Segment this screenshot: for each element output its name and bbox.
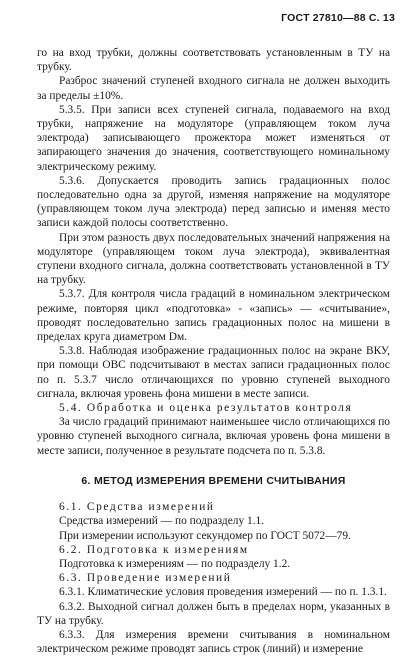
paragraph: 6.3.2. Выходной сигнал должен быть в пределах норм, указанных в ТУ на трубку. <box>37 600 390 627</box>
page-header: ГОСТ 27810—88 С. 13 <box>281 12 395 24</box>
paragraph: 6.3.3. Для измерения времени считывания в номинальном электрическом режиме проводят запись строк (линий) и измерение <box>37 628 390 656</box>
paragraph: 6.3.1. Климатические условия проведения измерений — по п. 1.3.1. <box>59 586 387 599</box>
paragraph: При измерении используют секундомер по ГОСТ 5072—79. <box>59 529 351 542</box>
paragraph: За число градаций принимают наименьшее число отличающихся по уровню ступеней выходного сигнала, включая уровень фона мишени в месте записи, полученное в результате подсчета по п. 5.3.8. <box>37 416 390 457</box>
section-title: 6. МЕТОД ИЗМЕРЕНИЯ ВРЕМЕНИ СЧИТЫВАНИЯ <box>81 474 346 487</box>
subsection-heading: 6.2. Подготовка к измерениям <box>59 543 249 556</box>
paragraph: 5.3.8. Наблюдая изображение градационных полос на экране ВКУ, при помощи ОВС подсчитывают в местах записи градационных полос по п. 5.3.7 число отличающихся по уровню ступеней выходного сигнала, включая уровень фона мишени в месте записи. <box>37 345 390 400</box>
subsection-heading: 5.4. Обработка и оценка результатов контроля <box>59 402 353 415</box>
paragraph: 5.3.6. Допускается проводить запись градационных полос последовательно одна за другой, изменяя напряжение на модуляторе (управляющем током луча электрода) перед записью и именяя место записи каждой полосы соответственно. <box>37 174 390 230</box>
paragraph: Разброс значений ступеней входного сигнала не должен выходить за пределы ±10%. <box>37 75 390 102</box>
document-body <box>37 46 390 656</box>
subsection-heading: 6.3. Проведение измерений <box>59 572 232 585</box>
paragraph: Средства измерений — по подразделу 1.1. <box>59 515 265 528</box>
paragraph: При этом разность двух последовательных значений напряжения на модуляторе (управляющем током луча электрода), эквивалентная ступени входного сигнала, должна соответствовать установленной в ТУ на трубку. <box>37 231 390 287</box>
paragraph: го на вход трубки, должны соответствовать установленным в ТУ на трубку. <box>37 47 390 74</box>
subsection-heading: 6.1. Средства измерений <box>59 501 215 514</box>
paragraph: 5.3.5. При записи всех ступеней сигнала, подаваемого на вход трубки, напряжение на модуляторе (управляющем током луча электрода) записывающего прожектора может изменяться от запирающего значения до значения, соответствующего номинальному электрическому режиму. <box>37 103 390 173</box>
paragraph: 5.3.7. Для контроля числа градаций в номинальном электрическом режиме, повторяя цикл «подготовка» - «запись» — «считывание», проводят последовательно запись градационных полос на мишени в пределах круга диаметром Dм. <box>37 288 390 344</box>
paragraph: Подготовка к измерениям — по подразделу 1.2. <box>59 557 291 570</box>
